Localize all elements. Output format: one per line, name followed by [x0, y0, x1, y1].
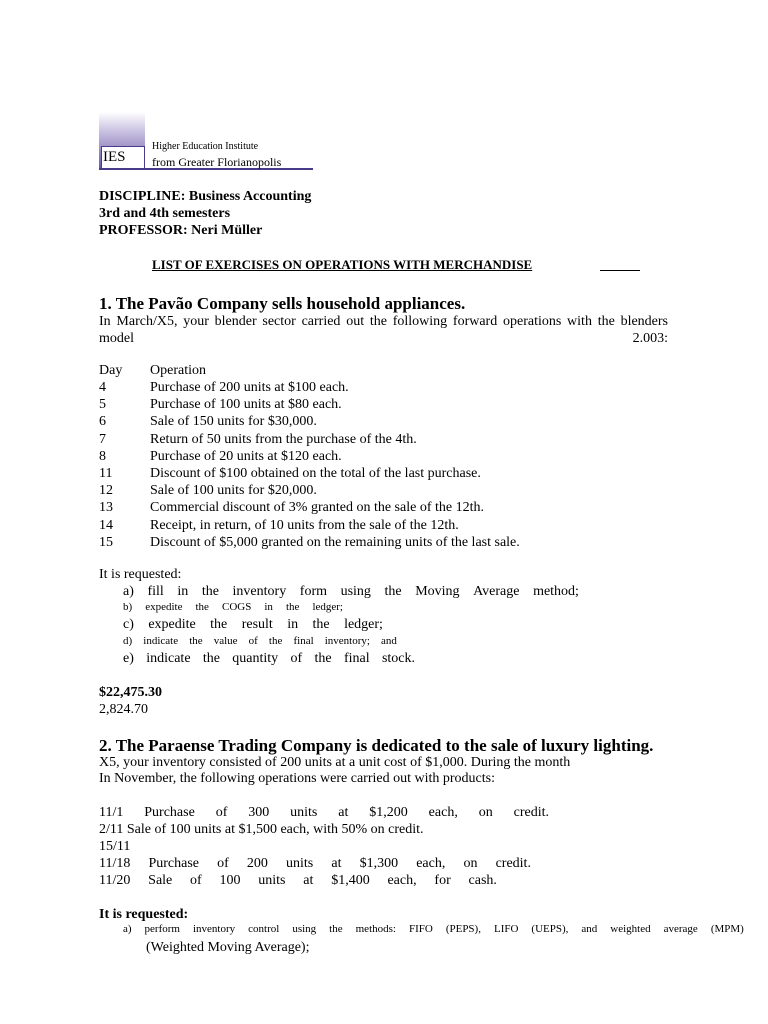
operation-text: Discount of $100 obtained on the total of the last purchase.	[150, 466, 481, 481]
operation-day: 15	[99, 534, 113, 550]
word: units	[286, 856, 314, 871]
word: LIFO	[493, 923, 519, 935]
word: of	[190, 873, 202, 888]
word: Purchase	[144, 805, 195, 820]
word: COGS	[221, 601, 252, 613]
word: indicate	[146, 651, 191, 666]
word: value	[213, 635, 238, 647]
logo-line2: from Greater Florianopolis	[152, 155, 282, 169]
answer-1: $22,475.30	[99, 685, 162, 700]
req-item-b	[123, 601, 343, 613]
operation-text: Purchase of 200 units at $100 each.	[150, 380, 349, 395]
word: at	[331, 856, 342, 871]
operation-day: 7	[99, 431, 106, 447]
word: units	[258, 873, 286, 888]
word: the	[329, 923, 343, 935]
word: the	[201, 584, 219, 599]
ex2-op-2: 2/11 Sale of 100 units at $1,500 each, with 50% on credit.	[99, 822, 424, 837]
operation-day: 4	[99, 380, 106, 395]
word: Moving	[415, 584, 460, 599]
col-operation-header: Operation	[150, 363, 206, 378]
word: on	[478, 805, 493, 820]
word: the	[195, 601, 209, 613]
operation-day: 11	[99, 466, 113, 481]
word: FIFO	[408, 923, 433, 935]
ex2-op-4	[99, 856, 531, 872]
operation-day: 5	[99, 397, 106, 413]
word: of	[215, 805, 228, 820]
word: weighted	[610, 923, 651, 935]
word: each,	[416, 856, 446, 871]
col-day-header: Day	[99, 363, 123, 378]
operation-text: Sale of 150 units for $30,000.	[150, 414, 317, 430]
word: the	[268, 635, 283, 647]
exercise2-line1: X5, your inventory consisted of 200 units at a unit cost of $1,000. During the month	[99, 755, 571, 770]
word: expedite	[148, 617, 196, 632]
word: final	[343, 651, 370, 666]
word: inventory	[192, 923, 236, 935]
operation-text: Commercial discount of 3% granted on the sale of the 12th.	[150, 500, 484, 516]
word: $1,400	[331, 873, 370, 888]
word: e)	[123, 651, 134, 666]
word: the	[210, 617, 228, 632]
word: credit.	[513, 805, 549, 820]
req-item-c	[123, 617, 383, 633]
word: form	[299, 584, 327, 599]
title-underline-ext	[600, 270, 640, 271]
logo-line1: Higher Education Institute	[152, 141, 259, 152]
word: of	[248, 635, 258, 647]
req-item-e	[123, 651, 415, 667]
exercise2-line2: In November, the following operations were carried out with products:	[99, 771, 495, 786]
operation-day: 12	[99, 483, 113, 499]
word: ledger;	[344, 617, 383, 632]
word: (UEPS),	[531, 923, 569, 935]
ex2-op-3: 15/11	[99, 839, 131, 854]
word: $1,200	[369, 805, 408, 820]
operation-day: 14	[99, 517, 113, 533]
word: a)	[123, 584, 134, 599]
word: result	[241, 617, 273, 632]
page-title: LIST OF EXERCISES ON OPERATIONS WITH MERCHANDISE	[152, 257, 533, 272]
word: in	[177, 584, 189, 599]
word: at	[338, 805, 349, 820]
word: for	[434, 873, 451, 888]
word: d)	[123, 635, 133, 647]
word: methods:	[355, 923, 396, 935]
operation-day: 13	[99, 500, 113, 516]
operation-text: Purchase of 100 units at $80 each.	[150, 397, 342, 413]
semesters-line: 3rd and 4th semesters	[99, 206, 231, 221]
req-item-a	[123, 584, 579, 600]
operation-text: Receipt, in return, of 10 units from the sale of the 12th.	[150, 517, 459, 533]
word: Sale	[148, 873, 173, 888]
word: Average	[473, 584, 520, 599]
word: of	[290, 651, 303, 666]
operation-day: 8	[99, 448, 106, 464]
word: (PEPS),	[445, 923, 481, 935]
word: 11/1	[99, 805, 124, 820]
operation-day: 6	[99, 414, 106, 430]
word: the	[189, 635, 203, 647]
word: units	[290, 805, 318, 820]
word: at	[303, 873, 314, 888]
word: final	[293, 635, 314, 647]
discipline-line: DISCIPLINE: Business Accounting	[99, 189, 312, 204]
word: c)	[123, 617, 134, 632]
ex2-op-1	[99, 805, 549, 821]
word: $1,300	[359, 856, 399, 871]
word: fill	[147, 584, 164, 599]
word: the	[312, 617, 330, 632]
exercise1-requested: It is requested:	[99, 567, 182, 582]
word: 100	[219, 873, 241, 888]
operation-text: Return of 50 units from the purchase of the 4th.	[150, 431, 417, 447]
logo-abbr: IES	[101, 146, 145, 168]
word: perform	[144, 923, 180, 935]
word: credit.	[495, 856, 531, 871]
exercise1-heading: 1. The Pavão Company sells household appliances.	[99, 294, 466, 313]
req-item-d	[123, 635, 397, 647]
word: inventory	[232, 584, 287, 599]
operation-text: Sale of 100 units for $20,000.	[150, 483, 317, 499]
word: the	[384, 584, 402, 599]
word: ledger;	[312, 601, 343, 613]
operation-text: Purchase of 20 units at $120 each.	[150, 448, 342, 464]
word: on	[463, 856, 478, 871]
word: Purchase	[148, 856, 200, 871]
word: average	[663, 923, 698, 935]
ex2-item-a	[123, 923, 744, 935]
word: 200	[246, 856, 268, 871]
operation-text: Discount of $5,000 granted on the remaining units of the last sale.	[150, 534, 520, 550]
ex2-item-a-cont: (Weighted Moving Average);	[146, 940, 310, 955]
word: each,	[387, 873, 417, 888]
exercise2-requested: It is requested:	[99, 907, 189, 922]
word: control	[248, 923, 280, 935]
word: and	[381, 635, 397, 647]
word: in	[287, 617, 299, 632]
ex2-op-5	[99, 873, 497, 889]
word: each,	[428, 805, 458, 820]
word: expedite	[145, 601, 183, 613]
word: stock.	[381, 651, 415, 666]
word: 11/20	[99, 873, 131, 888]
word: 11/18	[99, 856, 131, 871]
word: method;	[533, 584, 579, 599]
word: using	[292, 923, 317, 935]
word: and	[581, 923, 598, 935]
word: in	[264, 601, 273, 613]
word: a)	[123, 923, 132, 935]
word: of	[217, 856, 229, 871]
word: indicate	[143, 635, 179, 647]
word: the	[285, 601, 300, 613]
word: using	[340, 584, 371, 599]
professor-line: PROFESSOR: Neri Müller	[99, 223, 263, 238]
word: inventory;	[324, 635, 370, 647]
answer-2: 2,824.70	[99, 702, 148, 717]
word: the	[202, 651, 220, 666]
word: quantity	[232, 651, 279, 666]
exercise2-heading: 2. The Paraense Trading Company is dedicated to the sale of luxury lighting.	[99, 736, 654, 755]
word: cash.	[468, 873, 497, 888]
word: b)	[123, 601, 133, 613]
word: (MPM)	[710, 923, 744, 935]
exercise1-intro: In March/X5, your blender sector carried out the following forward operations with the blenders model 2.003:	[99, 314, 668, 346]
word: 300	[248, 805, 270, 820]
word: the	[314, 651, 332, 666]
